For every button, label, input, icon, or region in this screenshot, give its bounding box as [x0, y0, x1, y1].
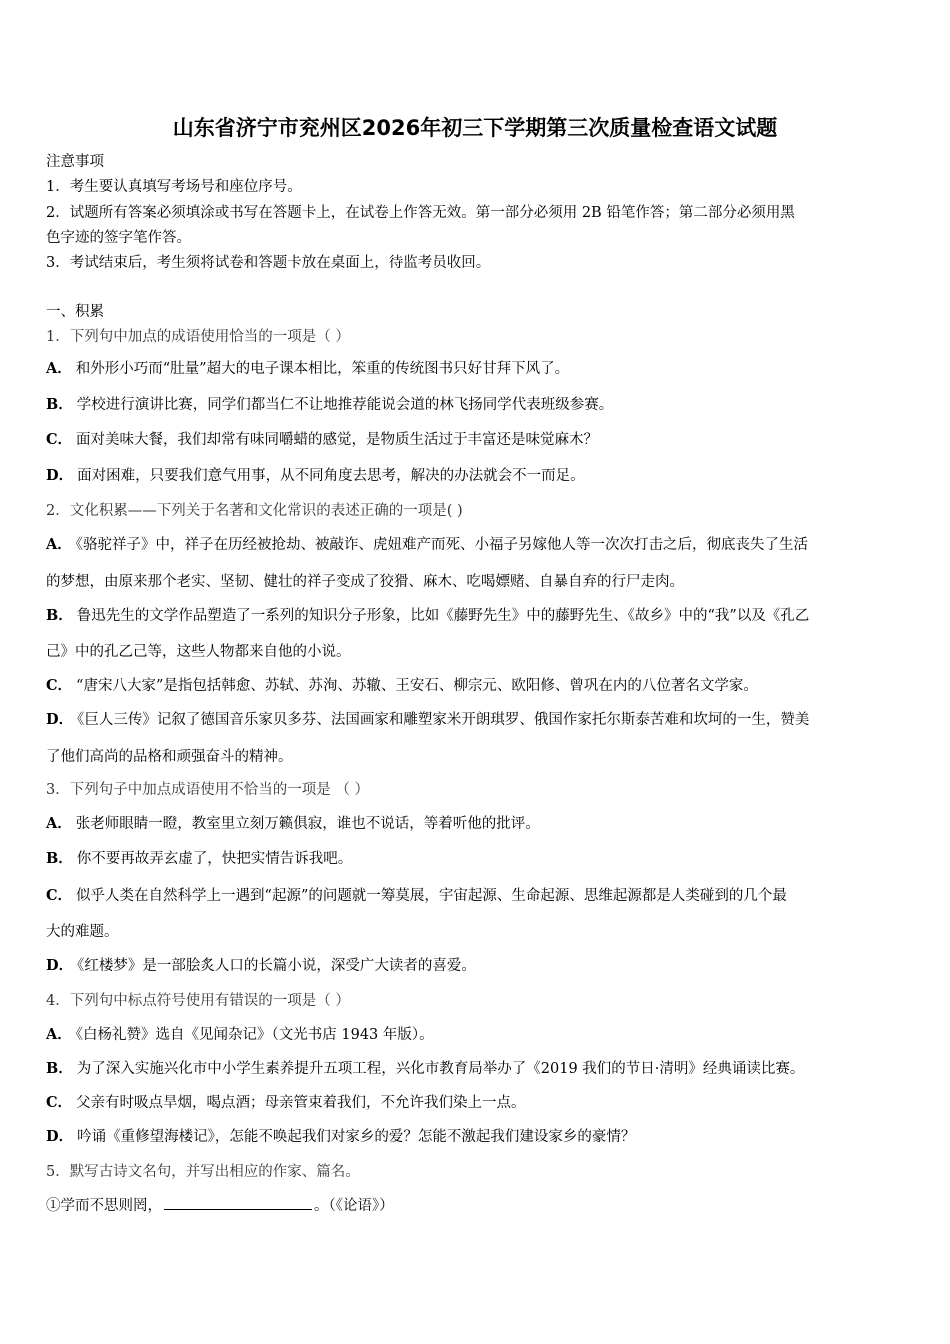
- q4-option-c-label: C．: [46, 1094, 73, 1111]
- q3-option-c-line-1: [46, 886, 787, 906]
- notice-heading: 注意事项: [46, 154, 104, 170]
- q3-option-c-label: C．: [46, 887, 73, 904]
- q2-option-c: [46, 676, 758, 696]
- q1-option-c-text: 面对美味大餐，我们却常有味同嚼蜡的感觉，是物质生活过于丰富还是味觉麻木？: [76, 432, 599, 448]
- q1-stem: 1．下列句中加点的成语使用恰当的一项是（ ）: [46, 329, 350, 345]
- q4-option-b-label: B．: [46, 1060, 73, 1077]
- q2-option-a-text-1: 《骆驼祥子》中，祥子在历经被抢劫、被敲诈、虎妞难产而死、小福子另嫁他人等一次次打击之后，彻底丧失了生活: [75, 537, 809, 553]
- q2-option-a-line-2: 的梦想，由原来那个老实、坚韧、健壮的祥子变成了狡猾、麻木、吃喝嫖赌、自暴自弃的行尸走肉。: [46, 574, 684, 590]
- q4-option-a-label: A．: [46, 1026, 72, 1043]
- q2-option-b-line-2: 己》中的孔乙己等，这些人物都来自他的小说。: [46, 644, 351, 660]
- q1-option-b: [46, 395, 613, 415]
- q1-option-d-text: 面对困难，只要我们意气用事，从不同角度去思考，解决的办法就会不一而足。: [77, 468, 585, 484]
- q3-option-b-text: 你不要再故弄玄虚了，快把实情告诉我吧。: [76, 851, 353, 867]
- page-title: 山东省济宁市兖州区2026年初三下学期第三次质量检查语文试题: [172, 116, 778, 140]
- q3-option-b-label: B．: [46, 850, 73, 867]
- q3-option-d-text: 《红楼梦》是一部脍炙人口的长篇小说，深受广大读者的喜爱。: [77, 958, 476, 974]
- notice-item-3: 3．考试结束后，考生须将试卷和答题卡放在桌面上，待监考员收回。: [46, 255, 491, 271]
- q4-option-b: [46, 1059, 804, 1079]
- q3-option-a-text: 张老师眼睛一瞪，教室里立刻万籁俱寂，谁也不说话，等着听他的批评。: [75, 816, 540, 832]
- q2-stem: 2．文化积累——下列关于名著和文化常识的表述正确的一项是( ): [46, 503, 463, 519]
- q4-option-c: [46, 1093, 526, 1113]
- q2-option-d-line-2: 了他们高尚的品格和顽强奋斗的精神。: [46, 749, 293, 765]
- q4-option-a-text: 《白杨礼赞》选自《见闻杂记》（文光书店 1943 年版）。: [75, 1027, 434, 1043]
- q4-option-a: [46, 1025, 434, 1045]
- q4-option-c-text: 父亲有时吸点旱烟，喝点酒；母亲管束着我们，不允许我们染上一点。: [76, 1095, 526, 1111]
- notice-item-1: 1．考生要认真填写考场号和座位序号。: [46, 179, 302, 195]
- q1-option-c: [46, 430, 598, 450]
- q4-option-b-text: 为了深入实施兴化市中小学生素养提升五项工程，兴化市教育局举办了《2019 我们的节日·清明》经典诵读比赛。: [76, 1061, 805, 1077]
- q3-option-c-line-2: 大的难题。: [46, 924, 119, 940]
- q4-option-d-label: D．: [46, 1128, 74, 1145]
- q1-option-b-label: B．: [46, 396, 73, 413]
- q5-item-1: [46, 1195, 394, 1216]
- q1-option-c-label: C．: [46, 431, 73, 448]
- q5-stem: 5．默写古诗文名句，并写出相应的作家、篇名。: [46, 1164, 360, 1180]
- q2-option-b-label: B．: [46, 607, 73, 624]
- q1-option-a-label: A．: [46, 360, 72, 377]
- q2-option-c-label: C．: [46, 677, 73, 694]
- q2-option-b-text-1: 鲁迅先生的文学作品塑造了一系列的知识分子形象，比如《藤野先生》中的藤野先生、《故乡》中的“我”以及《孔乙: [76, 608, 810, 624]
- q4-option-d: [46, 1127, 635, 1147]
- q3-option-a-label: A．: [46, 815, 72, 832]
- q5-item-1-suffix: 。（《论语》）: [314, 1198, 394, 1214]
- q1-option-d: [46, 466, 585, 486]
- answer-blank[interactable]: [164, 1195, 312, 1210]
- q3-option-b: [46, 849, 352, 869]
- q4-option-d-text: 吟诵《重修望海楼记》，怎能不唤起我们对家乡的爱？怎能不激起我们建设家乡的豪情？: [77, 1129, 636, 1145]
- q4-stem: 4．下列句中标点符号使用有错误的一项是（ ）: [46, 993, 350, 1009]
- notice-item-2-line-2: 色字迹的签字笔作答。: [46, 230, 191, 246]
- q1-option-d-label: D．: [46, 467, 74, 484]
- q3-option-a: [46, 814, 540, 834]
- q1-option-a-text: 和外形小巧而“肚量”超大的电子课本相比，笨重的传统图书只好甘拜下风了。: [75, 361, 570, 377]
- q1-option-a: [46, 359, 569, 379]
- q3-option-d-label: D．: [46, 957, 74, 974]
- q2-option-c-text: “唐宋八大家”是指包括韩愈、苏轼、苏洵、苏辙、王安石、柳宗元、欧阳修、曾巩在内的八位著名文学家。: [76, 678, 758, 694]
- notice-item-2-line-1: 2．试题所有答案必须填涂或书写在答题卡上，在试卷上作答无效。第一部分必须用 2B 铅笔作答；第二部分必须用黑: [46, 205, 795, 221]
- q2-option-d-text-1: 《巨人三传》记叙了德国音乐家贝多芬、法国画家和雕塑家米开朗琪罗、俄国作家托尔斯泰苦难和坎坷的一生，赞美: [77, 712, 810, 728]
- q2-option-b-line-1: [46, 606, 809, 626]
- q5-item-1-prefix: ①学而不思则罔，: [46, 1198, 162, 1214]
- q2-option-d-line-1: [46, 710, 809, 730]
- q2-option-a-line-1: [46, 535, 808, 555]
- q2-option-a-label: A．: [46, 536, 72, 553]
- q1-option-b-text: 学校进行演讲比赛，同学们都当仁不让地推荐能说会道的林飞扬同学代表班级参赛。: [76, 397, 614, 413]
- section-heading: 一、积累: [46, 304, 104, 320]
- q3-option-d: [46, 956, 476, 976]
- q3-stem: 3．下列句子中加点成语使用不恰当的一项是 （ ）: [46, 782, 369, 798]
- q3-option-c-text-1: 似乎人类在自然科学上一遇到“起源”的问题就一筹莫展，宇宙起源、生命起源、思维起源都是人类碰到的几个最: [76, 888, 787, 904]
- q2-option-d-label: D．: [46, 711, 74, 728]
